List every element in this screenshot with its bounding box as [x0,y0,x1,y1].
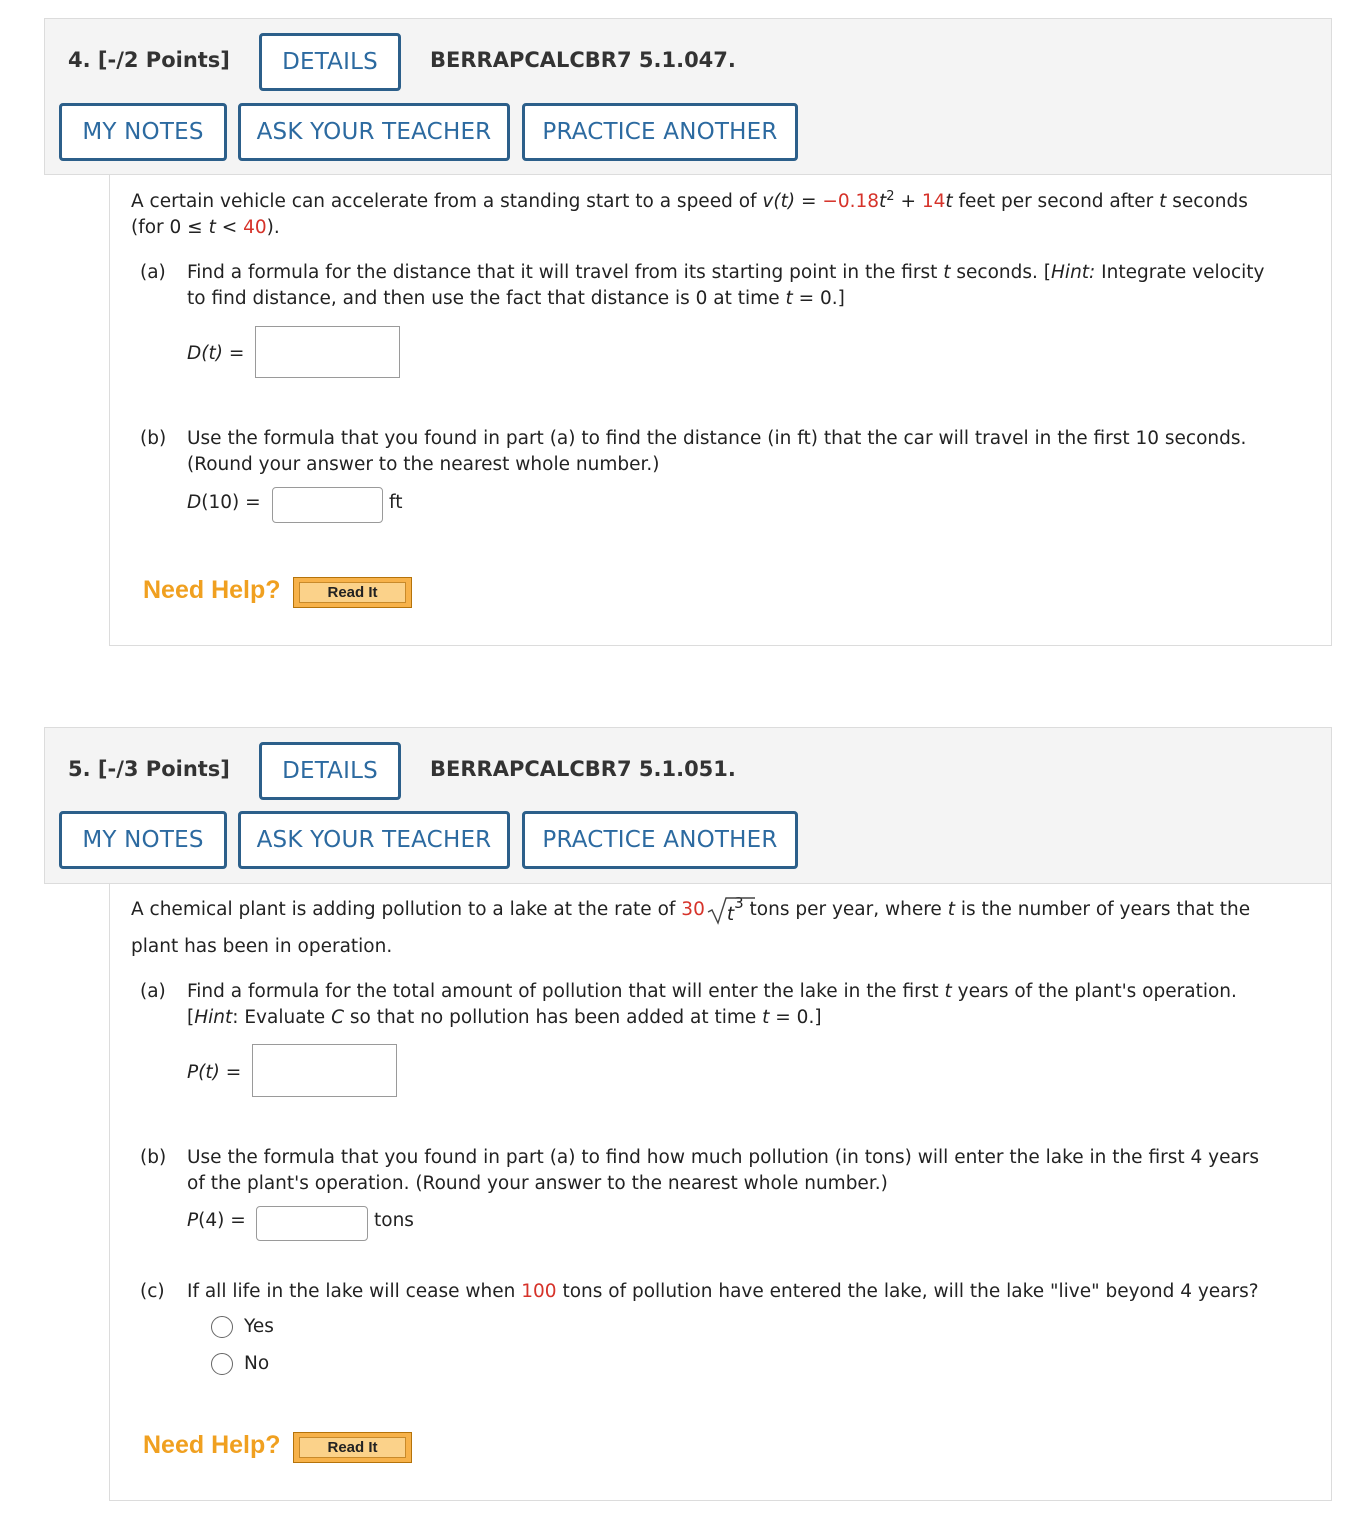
q5-radio-no[interactable] [211,1353,233,1375]
q5-part-b-line1: Use the formula that you found in part (a) to find how much pollution (in tons) will enter the lake in the first 4 years [187,1147,1260,1168]
q5-part-b-marker: (b) [140,1147,167,1168]
q5-title: 5. [-/3 Points] [68,757,230,781]
q5-p4-input[interactable] [256,1206,368,1241]
q5-ask-teacher-button[interactable]: ASK YOUR TEACHER [238,811,510,869]
q5-part-b-line2: of the plant's operation. (Round your answer to the nearest whole number.) [187,1173,888,1194]
q4-intro-line2: (for 0 ≤ t < 40). [131,217,280,238]
q4-need-help: Need Help? [143,576,281,604]
q4-dt-input[interactable] [255,326,400,378]
q5-need-help: Need Help? [143,1431,281,1459]
q4-details-button[interactable]: DETAILS [259,33,401,91]
q4-my-notes-button[interactable]: MY NOTES [59,103,227,161]
q4-part-b-marker: (b) [140,428,167,449]
q5-part-c-line1: If all life in the lake will cease when 100 tons of pollution have entered the lake, will the lake "live" beyond 4 years? [187,1281,1259,1302]
q4-problem-code: BERRAPCALCBR7 5.1.047. [430,48,736,72]
q5-my-notes-button[interactable]: MY NOTES [59,811,227,869]
q5-part-a-marker: (a) [140,981,166,1002]
q5-part-c-marker: (c) [140,1281,165,1302]
q4-part-a-line2: to find distance, and then use the fact that distance is 0 at time t = 0.] [187,288,845,309]
q4-read-it-button[interactable] [293,577,412,608]
q5-intro-line2: plant has been in operation. [131,936,393,957]
q5-p4-unit: tons [374,1210,414,1231]
q5-part-a-label: P(t) = [187,1062,242,1083]
q5-part-a-line2: [Hint: Evaluate C so that no pollution has been added at time t = 0.] [187,1007,822,1028]
q5-radio-yes[interactable] [211,1316,233,1338]
q5-read-it-label: Read It [299,1437,406,1458]
q5-pt-input[interactable] [252,1044,397,1097]
q4-ask-teacher-button[interactable]: ASK YOUR TEACHER [238,103,510,161]
q5-problem-code: BERRAPCALCBR7 5.1.051. [430,757,736,781]
q4-practice-another-button[interactable]: PRACTICE ANOTHER [522,103,798,161]
q4-part-b-line2: (Round your answer to the nearest whole number.) [187,454,660,475]
q4-read-it-label: Read It [299,582,406,603]
q5-practice-another-button[interactable]: PRACTICE ANOTHER [522,811,798,869]
q5-option-no-label[interactable]: No [244,1353,270,1374]
q4-part-a-marker: (a) [140,262,166,283]
q4-intro-line1: A certain vehicle can accelerate from a standing start to a speed of $v(t) = -0.18t^2 + 14t$ feet per second after t seconds [131,188,1248,212]
q5-read-it-button[interactable] [293,1432,412,1463]
q4-part-a-label: D(t) = [187,343,245,364]
q5-intro-line1: A chemical plant is adding pollution to a lake at the rate of 30 $t^3$ tons per year, where t is the number of years that the [131,893,1251,925]
q4-title: 4. [-/2 Points] [68,48,230,72]
sqrt-symbol: $t^3$ [707,897,744,923]
q5-details-button[interactable]: DETAILS [259,742,401,800]
q4-part-a-line1: Find a formula for the distance that it will travel from its starting point in the first t seconds. [Hint: Integrate velocity [187,262,1265,283]
q4-d10-input[interactable] [272,487,383,523]
q5-part-b-label: P(4) = [187,1210,246,1231]
q4-d10-unit: ft [389,492,403,513]
q4-body [109,175,1332,646]
q4-part-b-line1: Use the formula that you found in part (a) to find the distance (in ft) that the car will travel in the first 10 seconds. [187,428,1247,449]
q4-part-b-label: D(10) = [187,492,261,513]
q5-option-yes-label[interactable]: Yes [244,1316,274,1337]
q5-part-a-line1: Find a formula for the total amount of pollution that will enter the lake in the first t years of the plant's operation. [187,981,1237,1002]
